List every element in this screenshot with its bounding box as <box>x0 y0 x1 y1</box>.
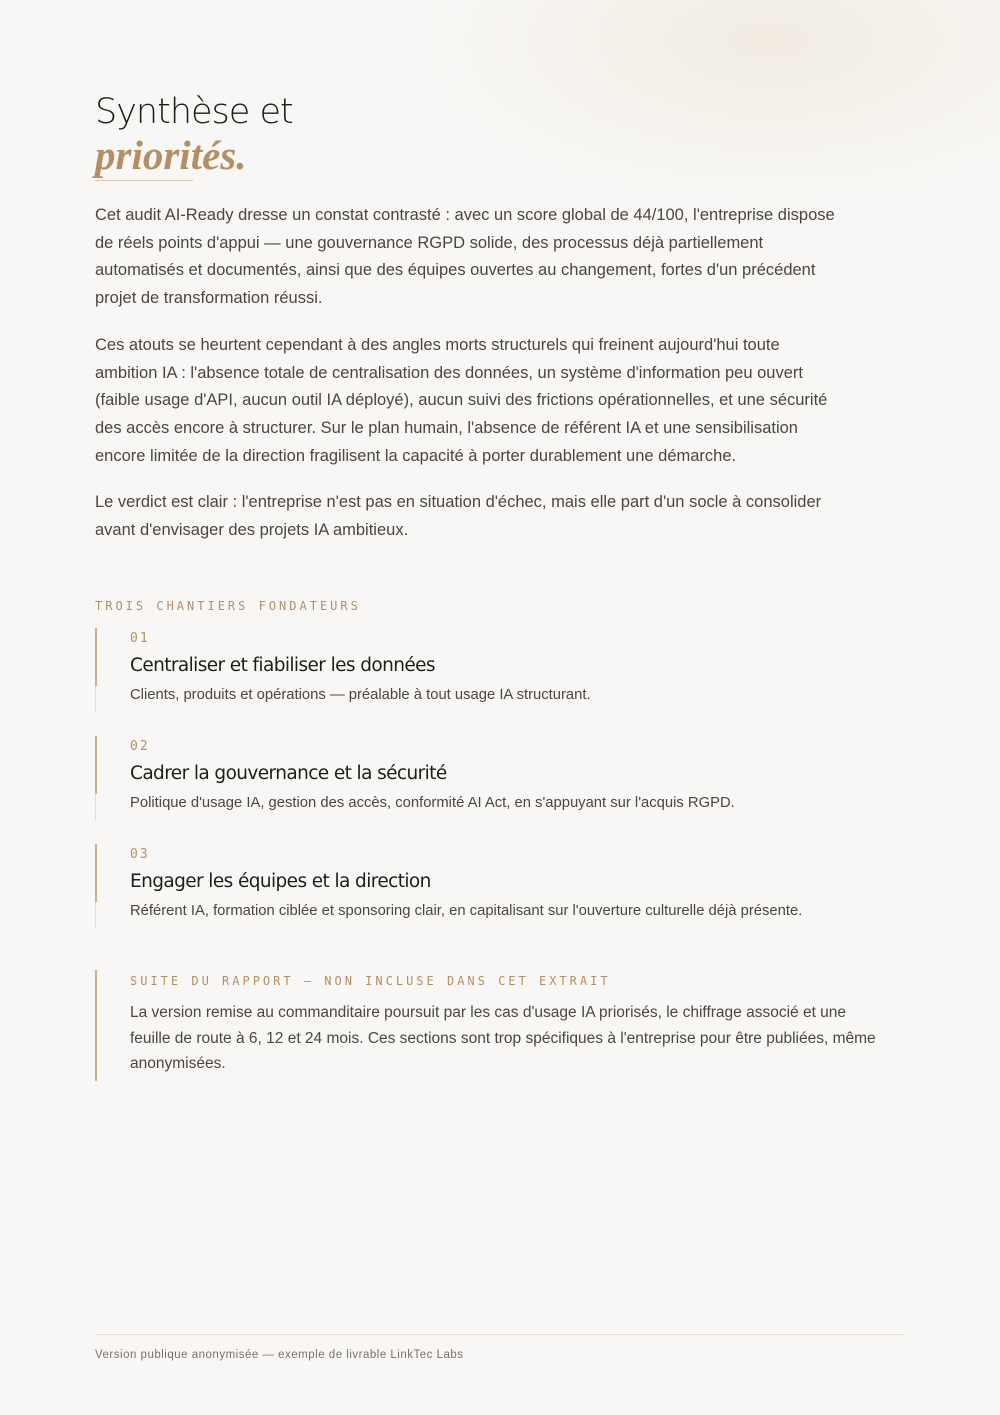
note-label: SUITE DU RAPPORT — NON INCLUSE DANS CET EXTRAIT <box>130 974 611 988</box>
priority-title: Cadrer la gouvernance et la sécurité <box>130 763 447 784</box>
title-underline <box>95 180 193 181</box>
intro-paragraph: Le verdict est clair : l'entreprise n'est pas en situation d'échec, mais elle part d'un socle à consolider avant d'envisager des projets IA ambitieux. <box>95 493 822 540</box>
intro-section <box>95 202 840 564</box>
page-title-line1: Synthèse et <box>95 92 293 132</box>
priority-number: 03 <box>130 847 150 862</box>
priority-accent-bar <box>95 736 97 794</box>
priority-item <box>95 844 895 929</box>
intro-paragraph: Cet audit AI-Ready dresse un constat contrasté : avec un score global de 44/100, l'entreprise dispose de réels points d'appui — une gouvernance RGPD solide, des processus déjà partiellement automatisés et documentés, ainsi que des équipes ouvertes au changement, fortes d'un précédent projet de transformation réussi. <box>95 206 835 308</box>
priority-divider <box>95 794 96 821</box>
report-continuation-note <box>95 970 895 1081</box>
background-glow <box>420 0 1000 200</box>
priority-divider <box>95 686 96 713</box>
priority-description: Référent IA, formation ciblée et sponsoring clair, en capitalisant sur l'ouverture culturelle déjà présente. <box>130 903 803 919</box>
priority-accent-bar <box>95 844 97 902</box>
priority-item <box>95 628 895 713</box>
footer-divider <box>95 1334 905 1335</box>
note-text: La version remise au commanditaire poursuit par les cas d'usage IA priorisés, le chiffrage associé et une feuille de route à 6, 12 et 24 mois. Ces sections sont trop spécifiques à l'entreprise pour être publiées, même anonymisées. <box>130 1004 876 1072</box>
priority-description: Politique d'usage IA, gestion des accès, conformité AI Act, en s'appuyant sur l'acquis RGPD. <box>130 795 735 811</box>
priorities-label: TROIS CHANTIERS FONDATEURS <box>95 599 361 613</box>
page-title-line2: priorités. <box>95 132 247 178</box>
priority-divider <box>95 902 96 929</box>
priority-title: Engager les équipes et la direction <box>130 871 431 892</box>
priority-number: 01 <box>130 631 150 646</box>
priority-title: Centraliser et fiabiliser les données <box>130 655 435 676</box>
priority-description: Clients, produits et opérations — préalable à tout usage IA structurant. <box>130 687 591 703</box>
priority-accent-bar <box>95 628 97 686</box>
priority-item <box>95 736 895 821</box>
footer-text: Version publique anonymisée — exemple de livrable LinkTec Labs <box>95 1349 464 1361</box>
intro-paragraph: Ces atouts se heurtent cependant à des angles morts structurels qui freinent aujourd'hui toute ambition IA : l'absence totale de centralisation des données, un système d'information peu ouvert (faible usage d'API, aucun outil IA déployé), aucun suivi des frictions opérationnelles, et une sécurité des accès encore à structurer. Sur le plan humain, l'absence de référent IA et une sensibilisation encore limitée de la direction fragilisent la capacité à porter durablement une démarche. <box>95 335 828 465</box>
priority-number: 02 <box>130 739 150 754</box>
note-accent-bar <box>95 970 97 1081</box>
